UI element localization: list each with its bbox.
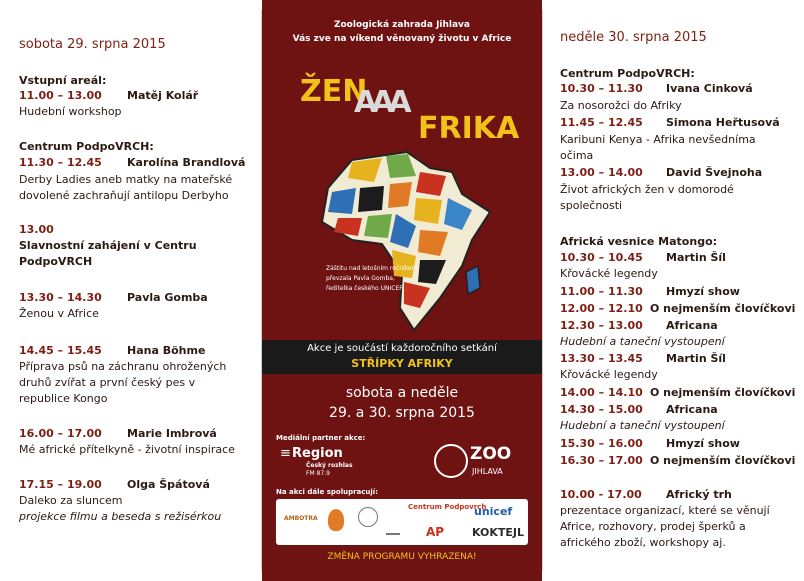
event-time: 14.45 – 15.45 — [19, 344, 102, 357]
section-title: Vstupní areál: — [19, 74, 107, 87]
section-title: Centrum PodpoVRCH: — [19, 140, 154, 153]
event-description: očima — [560, 149, 594, 162]
event-speaker: Martin Šíl — [666, 352, 726, 365]
event-description: Křovácké legendy — [560, 368, 658, 381]
zoo-logo-subtitle: JIHLAVA — [472, 467, 503, 476]
partner-logos — [276, 499, 528, 545]
event-description: republice Kongo — [19, 392, 108, 405]
logo-zen-text: ŽEN — [300, 74, 368, 109]
patron-note: převzala Pavla Gomba, — [326, 275, 395, 282]
event-title: O nejmenším človíčkovi — [650, 454, 796, 467]
event-description: afrického zboží, workshopy aj. — [560, 536, 726, 549]
program-change-note: ZMĚNA PROGRAMU VYHRAZENA! — [327, 552, 477, 562]
event-dates: 29. a 30. srpna 2015 — [329, 405, 475, 421]
banner-text: Akce je součástí každoročního setkání — [307, 343, 497, 354]
event-time: 16.00 – 17.00 — [19, 427, 102, 440]
bird-logo-icon — [328, 509, 344, 531]
partner-logo: Centrum Podpovrch — [408, 503, 487, 511]
event-time: 14.30 – 15.00 — [560, 403, 643, 416]
zoo-logo-icon — [434, 444, 468, 478]
event-time: 13.00 — [19, 223, 54, 236]
event-description: Příprava psů na záchranu ohrožených — [19, 360, 227, 373]
event-time: 15.30 – 16.00 — [560, 437, 643, 450]
event-time: 13.00 – 14.00 — [560, 166, 643, 179]
event-time: 14.00 – 14.10 — [560, 386, 643, 399]
event-time: 11.00 – 13.00 — [19, 89, 102, 102]
partner-logo: AP — [426, 525, 445, 539]
event-speaker: Karolína Brandlová — [127, 156, 246, 169]
event-title: Slavnostní zahájení v Centru — [19, 239, 197, 252]
event-days: sobota a neděle — [345, 385, 459, 401]
event-speaker: David Švejnoha — [666, 166, 763, 179]
event-time: 11.30 – 12.45 — [19, 156, 102, 169]
region-logo-text: Region — [292, 446, 343, 461]
event-description: prezentace organizací, které se věnují — [560, 504, 770, 517]
banner-title: STŘÍPKY AFRIKY — [351, 357, 453, 370]
event-description: Hudební workshop — [19, 105, 122, 118]
event-description: Derby Ladies aneb matky na mateřské — [19, 173, 233, 186]
event-description: Hudební a taneční vystoupení — [560, 419, 725, 432]
radio-logo-icon: ≡ — [280, 446, 291, 461]
event-title: Africký trh — [666, 488, 732, 501]
fold-line — [261, 10, 262, 571]
event-description: dovolené zachraňují antilopu Derbyho — [19, 189, 229, 202]
title-panel — [262, 0, 542, 581]
invitation-header: Vás zve na víkend věnovaný životu v Africe — [292, 34, 512, 44]
event-description: Hudební a taneční vystoupení — [560, 335, 725, 348]
event-title: PodpoVRCH — [19, 255, 93, 268]
event-time: 10.30 – 11.30 — [560, 82, 643, 95]
event-time: 11.00 – 11.30 — [560, 285, 643, 298]
event-description: Křovácké legendy — [560, 267, 658, 280]
event-description: Mé africké přítelkyně - životní inspirace — [19, 443, 235, 456]
sunday-heading: neděle 30. srpna 2015 — [560, 30, 707, 45]
partners-label: Na akci dále spolupracují: — [276, 488, 378, 496]
partner-logo: KOKTEJL — [472, 526, 525, 539]
event-time: 12.30 – 13.00 — [560, 319, 643, 332]
event-speaker: Marie Imbrová — [127, 427, 217, 440]
partner-logo: AMBOTRA — [284, 515, 318, 522]
event-title: Africana — [666, 319, 718, 332]
patron-note: Záštitu nad letošním ročníkem — [326, 265, 418, 272]
event-time: 10.30 – 10.45 — [560, 251, 643, 264]
event-time: 17.15 – 19.00 — [19, 478, 102, 491]
event-description: Africe, rozhovory, prodej šperků a — [560, 520, 746, 533]
section-title: Centrum PodpoVRCH: — [560, 67, 695, 80]
fold-line — [542, 10, 543, 571]
event-title: Hmyzí show — [666, 437, 740, 450]
bike-logo-icon — [386, 509, 400, 535]
event-speaker: Martin Šíl — [666, 251, 726, 264]
event-speaker: Simona Heřtusová — [666, 116, 780, 129]
saturday-column — [0, 0, 262, 581]
africa-mosaic-map — [312, 148, 502, 334]
event-description: Život afrických žen v domorodé — [560, 183, 734, 196]
event-time: 16.30 – 17.00 — [560, 454, 643, 467]
event-speaker: Hana Böhme — [127, 344, 206, 357]
event-time: 13.30 – 13.45 — [560, 352, 643, 365]
event-description: společnosti — [560, 199, 623, 212]
event-speaker: Matěj Kolář — [127, 89, 199, 102]
event-time: 12.00 – 12.10 — [560, 302, 643, 315]
saturday-heading: sobota 29. srpna 2015 — [19, 37, 166, 52]
zoo-logo-text: ZOO — [470, 444, 512, 464]
event-description: Ženou v Africe — [19, 307, 99, 320]
partner-logo: unicef — [474, 505, 513, 518]
circle-logo-icon — [358, 507, 378, 527]
event-speaker: Olga Špátová — [127, 478, 210, 491]
sunday-column — [542, 0, 804, 581]
event-description: Karibuni Kenya - Afrika nevšedníma — [560, 133, 756, 146]
event-title: Hmyzí show — [666, 285, 740, 298]
event-time: 13.30 – 14.30 — [19, 291, 102, 304]
event-time: 11.45 – 12.45 — [560, 116, 643, 129]
event-speaker: Pavla Gomba — [127, 291, 208, 304]
event-title: Africana — [666, 403, 718, 416]
logo-a-letters: AAA — [354, 85, 406, 120]
event-description: druhů zvířat a první český pes v — [19, 376, 196, 389]
event-description: projekce filmu a beseda s režisérkou — [19, 510, 222, 523]
region-frequency: FM 87.9 — [306, 470, 330, 477]
event-time: 10.00 - 17.00 — [560, 488, 642, 501]
patron-note: ředitelka českého UNICEF — [326, 285, 403, 292]
event-description: Daleko za sluncem — [19, 494, 123, 507]
zoo-header: Zoologická zahrada Jihlava — [333, 20, 471, 30]
event-title: O nejmenším človíčkovi — [650, 302, 796, 315]
media-partner-label: Mediální partner akce: — [276, 434, 366, 442]
event-description: Za nosorožci do Afriky — [560, 99, 682, 112]
region-subtitle: Český rozhlas — [306, 462, 353, 469]
event-title: O nejmenším človíčkovi — [650, 386, 796, 399]
logo-afrika-text: FRIKA — [418, 111, 520, 146]
event-speaker: Ivana Cinková — [666, 82, 753, 95]
section-title: Africká vesnice Matongo: — [560, 235, 718, 248]
